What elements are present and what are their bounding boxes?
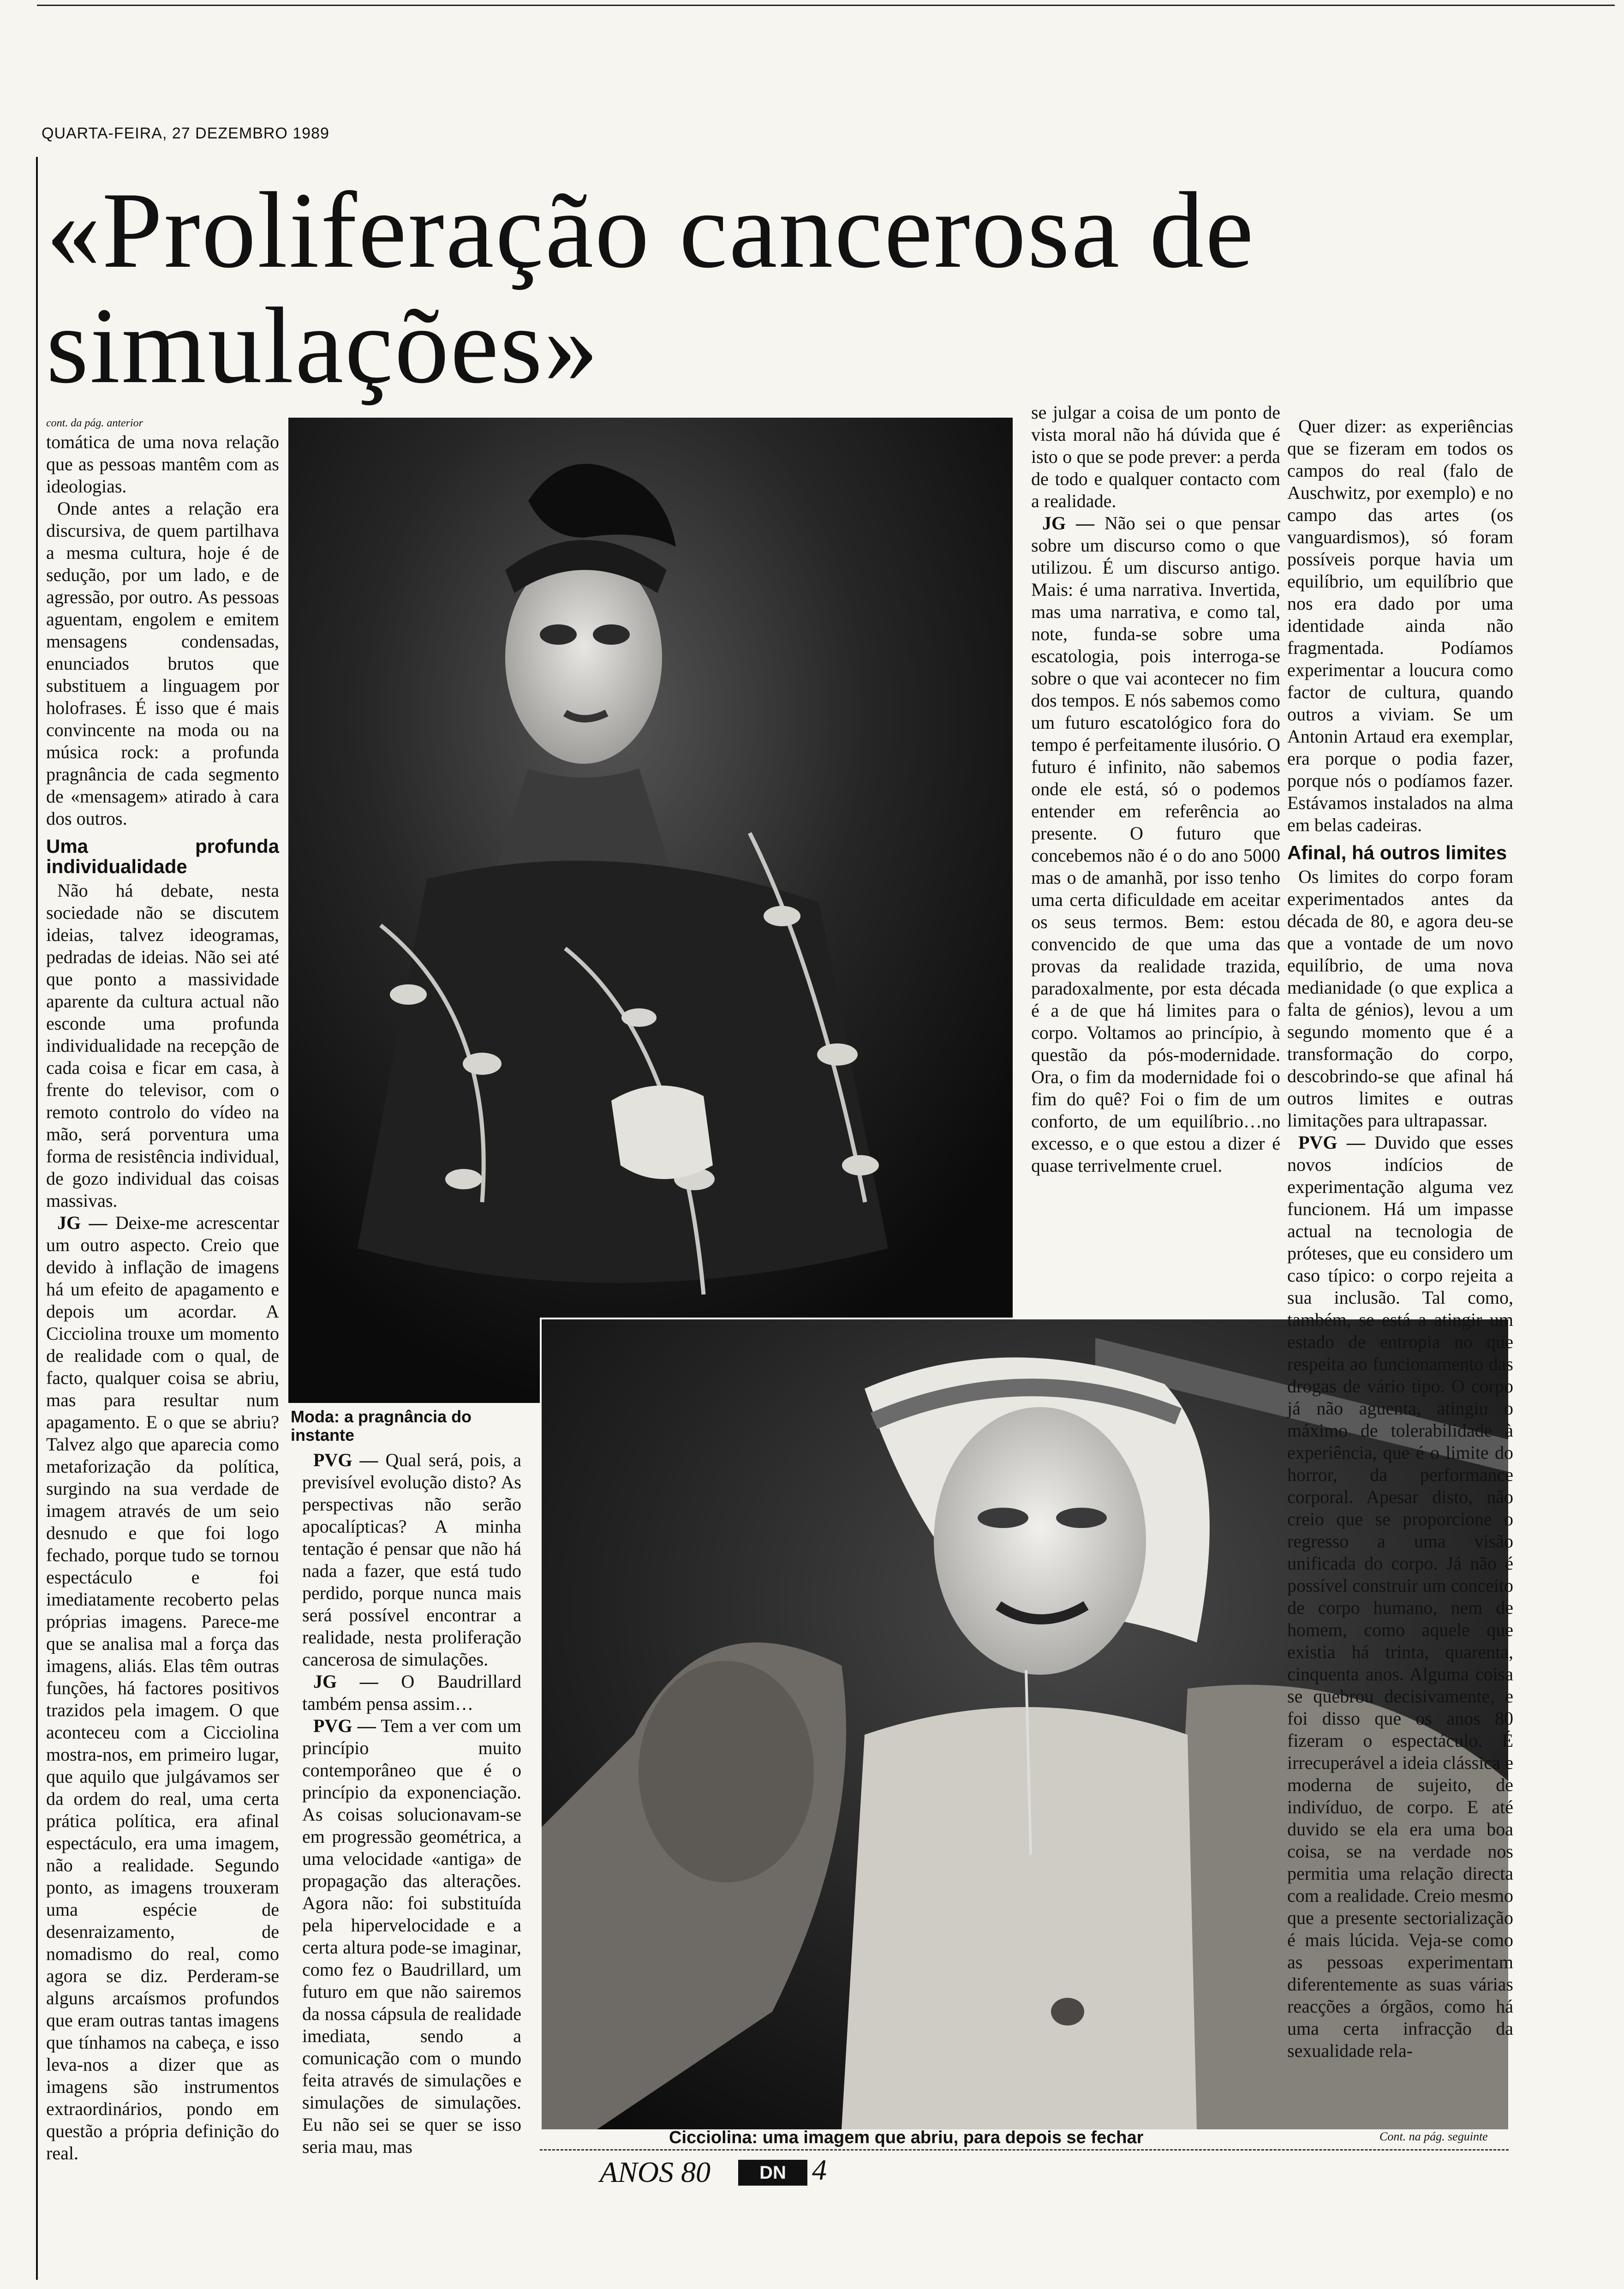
paragraph-text: Não sei o que pensar sobre um discurso como o que utilizou. É um discurso antigo. Mais: é uma narrativa. Invertida, mas uma narrativa, e como tal, note, funda-se sobre uma escatologia, pois interroga-se sobre o que vai acontecer no fim dos tempos. E nós sabemos como um futuro escatológico fora do tempo é perfeitamente ilusório. O futuro é infinito, não sabemos onde ele está, só o podemos entender em referência ao presente. O futuro que concebemos não é o do ano 5000 mas o de amanhã, por isso tenho uma certa dificuldade em aceitar os seus termos. Bem: estou convencido de que uma das provas da realidade trazida, paradoxalmente, por esta década é a de que há limites para o corpo. Voltamos ao princípio, à questão da pós-modernidade. Ora, o fim da modernidade foi o fim do quê? Foi o fim de um conforto, de um equilíbrio…no excesso, e o que estou a dizer é quase terrivelmente cruel. — [1031, 513, 1280, 1176]
paragraph-text: Qual será, pois, a previsível evolução disto? As perspectivas não serão apocalípticas? A minha tentação é pensar que não há nada a fazer, que está tudo perdido, porque nunca mais será possível encontrar a realidade, nesta proliferação cancerosa de simulações. — [302, 1450, 522, 1670]
paragraph: tomática de uma nova relação que as pessoas mantêm com as ideologias. — [46, 431, 279, 497]
article-column-2 — [302, 1449, 522, 2157]
speaker-label: PVG — — [313, 1715, 376, 1736]
speaker-label: JG — — [1042, 513, 1095, 533]
paragraph-text: Tem a ver com um princípio muito contemporâneo que é o princípio da exponenciação. As coisas solucionavam-se em progressão geométrica, a uma velocidade «antiga» de propagação das alterações. Agora não: foi substituída pela hipervelocidade e a certa altura pode-se imaginar, como fez o Baudrillard, um futuro em que não sairemos da nossa cápsula de realidade imediata, sendo a comunicação com o mundo feita através de simulações e simulações de simulações. Eu não sei se quer se isso seria mau, mas — [302, 1715, 521, 2157]
speaker-label: JG — — [57, 1212, 107, 1233]
top-rule — [37, 5, 1615, 6]
continued-next-note: Cont. na pág. seguinte — [1379, 2130, 1488, 2143]
footer-section: ANOS 80 — [600, 2156, 710, 2188]
paragraph-text: Duvido que esses novos indícios de experimentação alguma vez funcionem. Há um impasse actual na tecnologia de próteses, que eu considero um caso típico: o corpo rejeita a sua inclusão. Tal como, também, se está a atingir um estado de entropia no que respeita ao funcionamento das drogas de vário tipo. O corpo já não aguenta, atingiu o máximo de tolerabilidade à experiência, que é o limite do horror, da performance corporal. Apesar disto, não creio que se proporcione o regresso a uma visão unificada do corpo. Já não é possível construir um conceito de corpo humano, nem de homem, como aquele que existia há trinta, quarenta, cinquenta anos. Alguma coisa se quebrou decisivamente, e foi disso que os anos 80 fizeram o espectáculo. É irrecuperável a ideia clássica e moderna de sujeito, de indivíduo, de corpo. E até duvido se ela era uma boa coisa, se na verdade nos permitia uma relação directa com a realidade. Creio mesmo que a presente sectorialização é mais lúcida. Veja-se como as pessoas experimentam diferentemente as suas várias reacções a órgãos, como há uma certa infracção da sexualidade rela- — [1287, 1132, 1514, 2061]
left-frame-rule — [36, 157, 38, 2280]
paragraph — [302, 1449, 521, 1671]
page-number: 4 — [812, 2153, 827, 2186]
subheading: Afinal, há outros limites — [1287, 842, 1507, 863]
paragraph — [302, 1671, 521, 1715]
fashion-photo — [288, 418, 1013, 1403]
photo-caption-cicciolina: Cicciolina: uma imagem que abriu, para depois se fechar — [669, 2128, 1144, 2147]
fashion-photo-illustration — [288, 418, 1013, 1403]
paragraph — [1287, 1132, 1513, 2062]
subheading: Uma profunda individualidade — [46, 835, 279, 877]
paragraph: Os limites do corpo foram experimentados antes da década de 80, e agora deu-se que a vontade de um novo equilíbrio, de uma nova medianidade (o que explica a falta de génios), levou a um segundo momento que é a transformação do corpo, descobrindo-se que afinal há outros limites e outras limitações para ultrapassar. — [1287, 866, 1513, 1131]
paragraph: Não há debate, nesta sociedade não se discutem ideias, talvez ideogramas, pedradas de ideias. Não sei até que ponto a massividade aparente da cultura actual não esconde uma profunda individualidade na recepção de cada coisa e ficar em casa, à frente do televisor, com o remoto controlo do vídeo na mão, será porventura uma forma de resistência individual, de gozo individual das coisas massivas. — [46, 880, 279, 1211]
paragraph — [1031, 512, 1280, 1177]
paragraph — [46, 1212, 279, 2164]
speaker-label: PVG — — [1298, 1132, 1365, 1153]
paragraph: Quer dizer: as experiências que se fizeram em todos os campos do real (falo de Auschwitz, por exemplo) e no campo das artes (os vanguardismos), só foram possíveis porque havia um equilíbrio, um equilíbrio que nos era dado por uma identidade ainda não fragmentada. Podíamos experimentar a loucura como factor de cultura, quando outros a viviam. Se um Antonin Artaud era exemplar, era porque o podia fazer, porque nós o podíamos fazer. Estávamos instalados na alma em belas cadeiras. — [1287, 416, 1513, 835]
paragraph — [302, 1715, 521, 2158]
date-line: QUARTA-FEIRA, 27 DEZEMBRO 1989 — [42, 125, 329, 142]
article-column-3 — [1031, 401, 1280, 1315]
photo-caption-fashion: Moda: a pragnância do instante — [291, 1407, 472, 1444]
paragraph-text: O Baudrillard também pensa assim… — [302, 1671, 521, 1714]
paragraph: Onde antes a relação era discursiva, de quem partilhava a mesma cultura, hoje é de sedução, por um lado, e de agressão, por outro. As pessoas aguentam, engolem e emitem mensagens condensadas, enunciados brutos que substituem a linguagem por holofrases. É isso que é mais convincente na moda ou na música rock: a profunda pragnância de cada segmento de «mensagem» atirado à cara dos outros. — [46, 498, 279, 829]
article-column-4 — [1287, 415, 1513, 2155]
speaker-label: PVG — — [313, 1450, 378, 1470]
paragraph: se julgar a coisa de um ponto de vista moral não há dúvida que é isto o que se pode prever: a perda de todo e qualquer contacto com a realidade. — [1031, 402, 1280, 511]
newspaper-logo: DN — [738, 2160, 807, 2186]
footer-rule — [540, 2149, 1509, 2151]
continued-from-note: cont. da pág. anterior — [46, 417, 143, 429]
speaker-label: JG — — [313, 1671, 378, 1692]
headline: «Proliferação cancerosa de simulações» — [46, 170, 1255, 406]
paragraph-text: Deixe-me acrescentar um outro aspecto. Creio que devido à inflação de imagens há um efeito de apagamento e depois um acordar. A Cicciolina trouxe um momento de realidade com o qual, de facto, qualquer coisa se abriu, mas para resultar num apagamento. E o que se abriu? Talvez algo que aparecia como metaforização da política, surgindo na sua verdade de imagem através de um seio desnudo e que foi logo fechado, porque tudo se tornou espectáculo e foi imediatamente recoberto pelas próprias imagens. Parece-me que se analisa mal a força das imagens, aliás. Elas têm outras funções, há factores positivos trazidos pela imagem. O que aconteceu com a Cicciolina mostra-nos, em primeiro lugar, que aquilo que julgávamos ser da ordem do real, uma certa prática política, era afinal espectáculo, era uma imagem, não a realidade. Segundo ponto, as imagens trouxeram uma espécie de desenraizamento, de nomadismo do real, como agora se diz. Perderam-se alguns arcaísmos profundos que eram outras tantas imagens que tínhamos na cabeça, e isso leva-nos a dizer que as imagens são instrumentos extraordinários, pondo em questão a própria definição do real. — [46, 1212, 279, 2163]
article-column-1 — [46, 415, 279, 2163]
